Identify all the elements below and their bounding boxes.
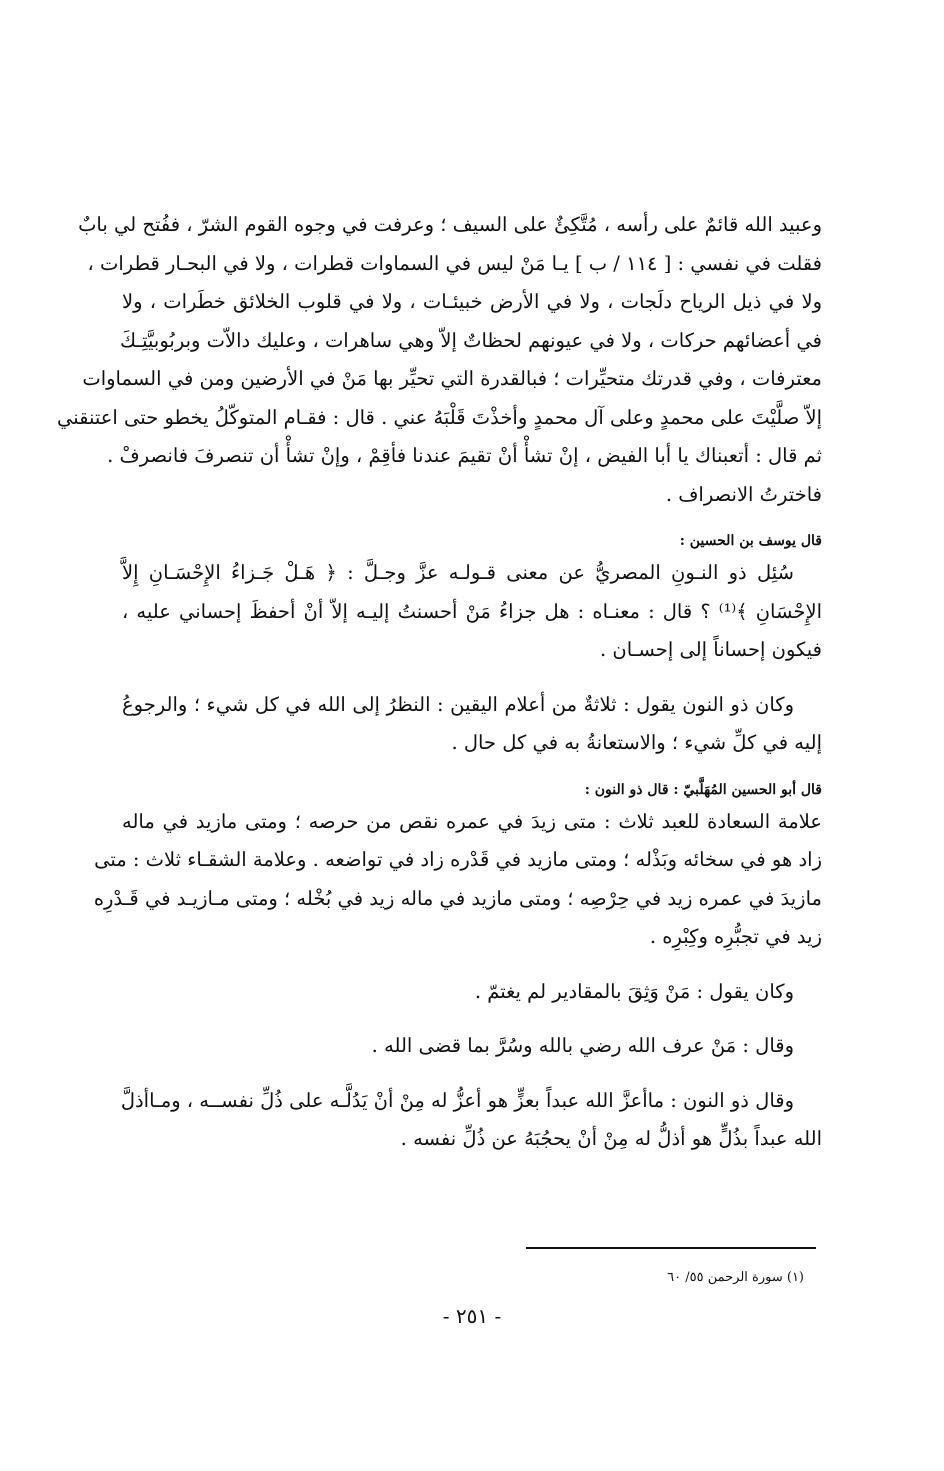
paragraph-4 xyxy=(93,803,822,957)
text-line: زاد هو في سخائه وبَذْله ؛ ومتى مازيد في قَدْره زاد في تواضعه . وعلامة الشقـاء ثلاث : متى xyxy=(94,848,822,871)
text-line: إلاّ صلَّيْتَ على محمدٍ وعلى آل محمدٍ وأخذْتَ قَلْبَهُ عني . قال : فقـام المتوكّلُ يخطو حتى اعتنقني xyxy=(57,405,822,429)
paragraph-3 xyxy=(122,686,822,763)
paragraph-gap xyxy=(122,957,822,973)
text-line: ثم قال : أتعبناك يا أبا الفيض ، إنْ تشأْ أنْ تقيمَ عندنا فأقِمْ ، وإنْ تشأْ أن تنصرفَ فانصرفْ . xyxy=(107,444,822,467)
text-line: علامة السعادة للعبد ثلاث : متى زيدَ في عمره نقص من حرصه ؛ ومتى مازيد في ماله xyxy=(122,809,822,833)
text-line: ولا في ذيل الرياح دلَجات ، ولا في الأرض خبيئـات ، ولا في قلوب الخلائق خطَرات ، ولا xyxy=(122,290,822,313)
text-line: وقال : مَنْ عرف الله رضي بالله وسُرَّ بما قضى الله . xyxy=(371,1034,794,1057)
text-line: في أعضائهم حركات ، ولا في عيونهم لحظاتٌ إلاّ وهي ساهرات ، وعليك دالاّت وبربُوبيَّتِـكَ xyxy=(120,328,822,352)
text-line: زيد في تجبُّرِه وكِبْرِه . xyxy=(649,925,822,948)
text-line: فيكون إحساناً إلى إحسـان . xyxy=(600,638,822,661)
section-heading: قال يوسف بن الحسين : xyxy=(679,533,822,549)
paragraph-5 xyxy=(122,973,822,1012)
text-line: فاخترتُ الانصراف . xyxy=(665,482,822,506)
paragraph-2 xyxy=(122,554,822,670)
text-line: وعبيد الله قائمٌ على رأسه ، مُتَّكِئٌ على السيف ؛ وعرفت في وجوه القوم الشرّ ، ففُتح لي بابٌ xyxy=(78,213,822,236)
paragraph-6 xyxy=(122,1027,822,1066)
text-line: إليه في كلِّ شيء ؛ والاستعانةُ به في كل حال . xyxy=(451,731,822,754)
paragraph-gap xyxy=(122,670,822,686)
text-line: وكان ذو النون يقول : ثلاثةٌ من أعلام اليقين : النظرُ إلى الله في كل شيء ؛ والرجوعُ xyxy=(122,692,794,716)
paragraph-gap xyxy=(122,1066,822,1082)
footnote-divider xyxy=(526,1247,816,1249)
footnote: (١) سورة الرحمن ٥٥/ ٦٠ xyxy=(667,1270,804,1285)
text-line: وكان يقول : مَنْ وَثِقَ بالمقادير لم يغتمّ . xyxy=(474,979,794,1003)
text-line: الإِحْسَانِ ﴾⁽¹⁾ ؟ قال : معنـاه : هل جزاءُ مَنْ أحسنتُ إليـه إلاّ أنْ أحفظَ إحساني عليه ، xyxy=(122,599,822,623)
text-line: الله عبداً بذُلٍّ هو أذلُّ له مِنْ أنْ يحجُبَهُ عن ذُلِّ نفسه . xyxy=(400,1127,822,1150)
paragraph-1 xyxy=(57,206,822,514)
page-number: - ٢٥١ - xyxy=(442,1304,502,1328)
text-line: مازيدَ في عمره زيد في حِرْصِه ؛ ومتى مازيد في ماله زيد في بُخْله ؛ ومتى مـازيـد في قَـدْرِه xyxy=(93,886,822,910)
text-line: معترفات ، وفي قدرتك متحيِّرات ؛ فبالقدرة التي تحيِّر بها مَنْ في الأرضين ومن في السماوات xyxy=(82,367,822,390)
text-line: وقال ذو النون : ماأعزَّ الله عبداً بعزٍّ هو أعزُّ له مِنْ أنْ يَدُلَّـه على ذُلِّ نفســه ، ومـاأذلَّ xyxy=(120,1088,794,1112)
paragraph-gap xyxy=(122,1011,822,1027)
paragraph-7 xyxy=(122,1082,822,1159)
page-body xyxy=(57,206,822,1159)
text-line: سُئِل ذو النـونِ المصريُّ عن معنى قـولـه عزَّ وجـلَّ : ﴿ هَـلْ جَـزاءُ الإِحْسَـانِ إِلاَّ xyxy=(122,561,794,584)
section-heading: قال أبو الحسين المُهَلَّبيّ : قال ذو النون : xyxy=(584,781,822,798)
text-line: فقلت في نفسي : [ ١١٤ / ب ] يـا مَنْ ليس في السماوات قطرات ، ولا في البحـار قطرات ، xyxy=(87,251,822,275)
